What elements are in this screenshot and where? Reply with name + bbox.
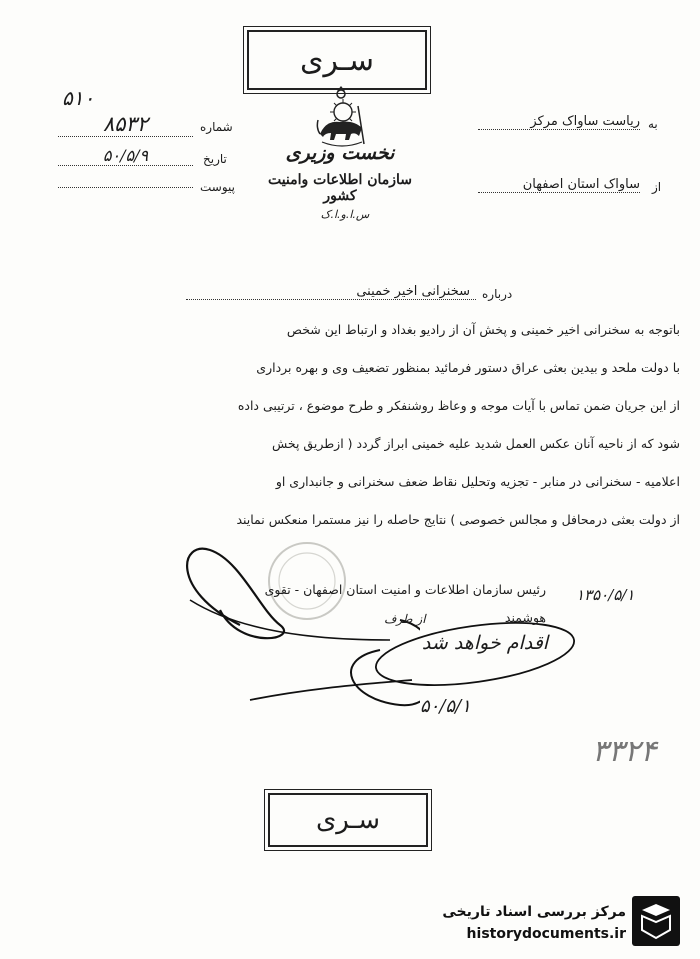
footer-website: historydocuments.ir xyxy=(466,926,626,942)
signatory-title: رئیس سازمان اطلاعات و امنیت استان اصفهان - تقوی xyxy=(264,582,546,597)
signature-date: ۱۳۵۰/۵/۱ xyxy=(576,586,635,604)
footer-org-name: مرکز بررسی اسناد تاریخی xyxy=(442,904,626,920)
body-line: باتوجه به سخنرانی اخیر خمینی و پخش آن از رادیو بغداد و ارتباط این شخص xyxy=(286,322,680,337)
classification-stamp-top: سـری xyxy=(247,30,427,90)
to-label: به xyxy=(648,117,658,131)
note-from: از طرف xyxy=(384,612,426,626)
meta-date-label: تاریخ xyxy=(203,152,227,166)
body-line: شود که از ناحیه آنان عکس العمل شدید علیه خمینی ابراز گردد ( ازطریق پخش xyxy=(271,436,680,451)
meta-attach-line xyxy=(58,186,193,188)
body-line: اعلامیه - سخنرانی در منابر - تجزیه وتحلیل نقاط ضعف سخنرانی و جانبداری او xyxy=(275,474,680,489)
meta-number-value: ۸۵۳۲ xyxy=(58,112,193,137)
letterhead-org: سازمان اطلاعات وامنیت کشور xyxy=(267,172,413,204)
letterhead-title: نخست وزیری xyxy=(285,142,395,164)
body-line: از این جریان ضمن تماس با آیات موجه و وعاظ روشنفکر و طرح موضوع ، ترتیبی داده xyxy=(237,398,680,413)
from-value: ساواک استان اصفهان xyxy=(478,177,640,193)
meta-date-value: ۵۰/۵/۹ xyxy=(58,146,193,166)
note-date: ۵۰/۵/۱ xyxy=(420,696,471,717)
lion-and-sun-emblem-icon xyxy=(312,82,370,148)
margin-number: ۳۳۲۴ xyxy=(592,734,657,769)
meta-attach-label: پیوست xyxy=(200,180,235,194)
to-value: ریاست ساواک مرکز xyxy=(478,114,640,130)
signatory-name: هوشمند xyxy=(504,610,546,625)
classification-stamp-bottom: سـری xyxy=(268,793,428,847)
letterhead-code: س.ا.و.ا.ک xyxy=(320,208,370,221)
body-line: با دولت ملحد و بیدین بعثی عراق دستور فرمائید بمنظور تضعیف وی و بهره برداری xyxy=(256,360,680,375)
body-line: از دولت بعثی درمحافل و مجالس خصوصی ) نتایج حاصله را نیز مستمرا منعکس نمایند xyxy=(236,512,680,527)
meta-number-label: شماره xyxy=(200,120,233,134)
subject-value: سخنرانی اخیر خمینی xyxy=(186,284,476,300)
from-label: از xyxy=(652,180,662,194)
note-handwritten: اقدام خواهد شد xyxy=(421,632,549,654)
meta-number-top: ۵۱۰ xyxy=(62,86,95,110)
subject-label: درباره xyxy=(482,287,513,301)
archive-logo-icon xyxy=(632,896,680,946)
